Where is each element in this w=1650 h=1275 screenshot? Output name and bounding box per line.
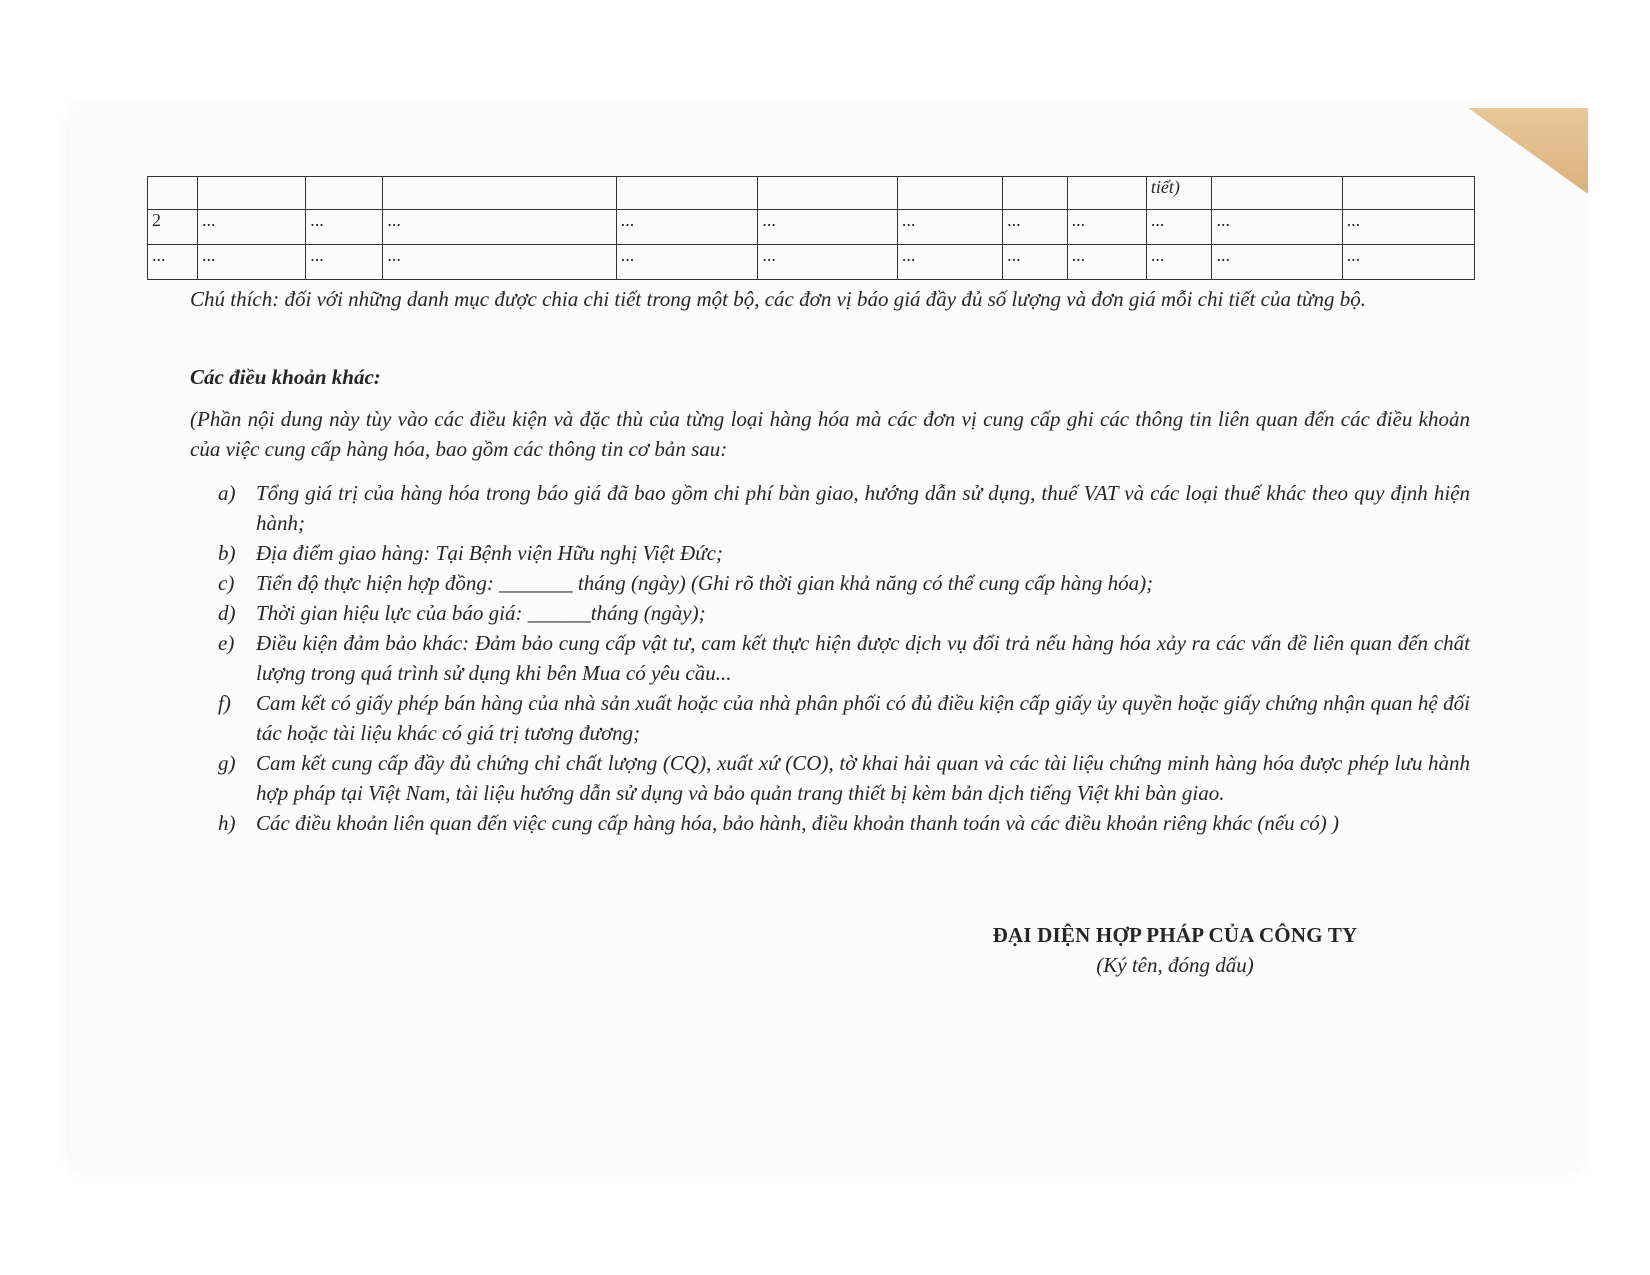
table-cell: ... xyxy=(1212,210,1342,245)
term-label: c) xyxy=(218,571,235,595)
table-cell: ... xyxy=(1146,245,1212,280)
term-label: g) xyxy=(218,751,236,775)
quote-table xyxy=(147,176,1475,280)
table-cell: ... xyxy=(897,245,1002,280)
table-cell xyxy=(148,177,198,210)
term-label: d) xyxy=(218,601,236,625)
table-cell: ... xyxy=(758,210,898,245)
term-text: Tiến độ thực hiện hợp đồng: _______ tháng (ngày) (Ghi rõ thời gian khả năng có thể cung cấp hàng hóa); xyxy=(256,571,1154,595)
table-cell xyxy=(616,177,758,210)
table-cell: ... xyxy=(1003,210,1068,245)
term-text: Các điều khoản liên quan đến việc cung cấp hàng hóa, bảo hành, điều khoản thanh toán và các điều khoản riêng khác (nếu có) ) xyxy=(256,811,1339,835)
table-cell xyxy=(383,177,616,210)
term-label: e) xyxy=(218,631,235,655)
table-cell: ... xyxy=(1342,245,1474,280)
term-item xyxy=(218,628,1470,688)
table-row xyxy=(148,177,1475,210)
table-cell: ... xyxy=(197,245,305,280)
table-cell: ... xyxy=(148,245,198,280)
other-terms-heading: Các điều khoản khác: xyxy=(190,365,381,389)
table-cell: ... xyxy=(616,245,758,280)
table-row xyxy=(148,245,1475,280)
table-cell: ... xyxy=(383,245,616,280)
table-row xyxy=(148,210,1475,245)
table-cell: ... xyxy=(1067,210,1146,245)
table-cell xyxy=(1067,177,1146,210)
term-text: Cam kết có giấy phép bán hàng của nhà sản xuất hoặc của nhà phân phối có đủ điều kiện cấp giấy ủy quyền hoặc giấy chứng nhận quan hệ đối tác hoặc tài liệu khác có giá trị tương đương; xyxy=(256,691,1470,745)
term-item xyxy=(218,598,1470,628)
other-terms-intro: (Phần nội dung này tùy vào các điều kiện và đặc thù của từng loại hàng hóa mà các đơn vị cung cấp ghi các thông tin liên quan đến các điều khoản của việc cung cấp hàng hóa, bao gồm các thông tin cơ bản sau: xyxy=(190,407,1470,461)
term-item xyxy=(218,688,1470,748)
table-cell: ... xyxy=(306,245,383,280)
term-text: Cam kết cung cấp đầy đủ chứng chỉ chất lượng (CQ), xuất xứ (CO), tờ khai hải quan và các tài liệu chứng minh hàng hóa được phép lưu hành hợp pháp tại Việt Nam, tài liệu hướng dẫn sử dụng và bảo quản trang thiết bị kèm bản dịch tiếng Việt khi bàn giao. xyxy=(256,751,1470,805)
term-text: Tổng giá trị của hàng hóa trong báo giá đã bao gồm chi phí bàn giao, hướng dẫn sử dụng, thuế VAT và các loại thuế khác theo quy định hiện hành; xyxy=(256,481,1470,535)
table-cell xyxy=(1342,177,1474,210)
term-label: f) xyxy=(218,691,231,715)
table-cell: ... xyxy=(197,210,305,245)
term-label: a) xyxy=(218,481,236,505)
table-cell: 2 xyxy=(148,210,198,245)
terms-list xyxy=(218,478,1470,838)
table-cell: ... xyxy=(897,210,1002,245)
table-cell: ... xyxy=(1212,245,1342,280)
table-cell xyxy=(306,177,383,210)
table-cell: ... xyxy=(1342,210,1474,245)
term-item xyxy=(218,808,1470,838)
signature-title: ĐẠI DIỆN HỢP PHÁP CỦA CÔNG TY xyxy=(992,923,1358,947)
table-cell: ... xyxy=(383,210,616,245)
table-cell: ... xyxy=(616,210,758,245)
table-cell: ... xyxy=(306,210,383,245)
table-cell xyxy=(758,177,898,210)
term-label: b) xyxy=(218,541,236,565)
table-note: Chú thích: đối với những danh mục được chia chi tiết trong một bộ, các đơn vị báo giá đầy đủ số lượng và đơn giá mỗi chi tiết của từng bộ. xyxy=(190,287,1366,311)
term-item xyxy=(218,538,1470,568)
table-cell: ... xyxy=(758,245,898,280)
table-cell: ... xyxy=(1067,245,1146,280)
term-label: h) xyxy=(218,811,236,835)
table-cell xyxy=(197,177,305,210)
term-text: Địa điểm giao hàng: Tại Bệnh viện Hữu nghị Việt Đức; xyxy=(256,541,723,565)
term-text: Điều kiện đảm bảo khác: Đảm bảo cung cấp vật tư, cam kết thực hiện được dịch vụ đổi trả nếu hàng hóa xảy ra các vấn đề liên quan đến chất lượng trong quá trình sử dụng khi bên Mua có yêu cầu... xyxy=(256,631,1470,685)
table-cell: tiết) xyxy=(1146,177,1212,210)
term-item xyxy=(218,748,1470,808)
table-cell xyxy=(1212,177,1342,210)
table-cell xyxy=(897,177,1002,210)
term-text: Thời gian hiệu lực của báo giá: ______tháng (ngày); xyxy=(256,601,706,625)
signature-subtitle: (Ký tên, đóng dấu) xyxy=(1096,953,1254,977)
term-item xyxy=(218,478,1470,538)
table-cell: ... xyxy=(1146,210,1212,245)
table-cell xyxy=(1003,177,1068,210)
table-cell: ... xyxy=(1003,245,1068,280)
term-item xyxy=(218,568,1470,598)
